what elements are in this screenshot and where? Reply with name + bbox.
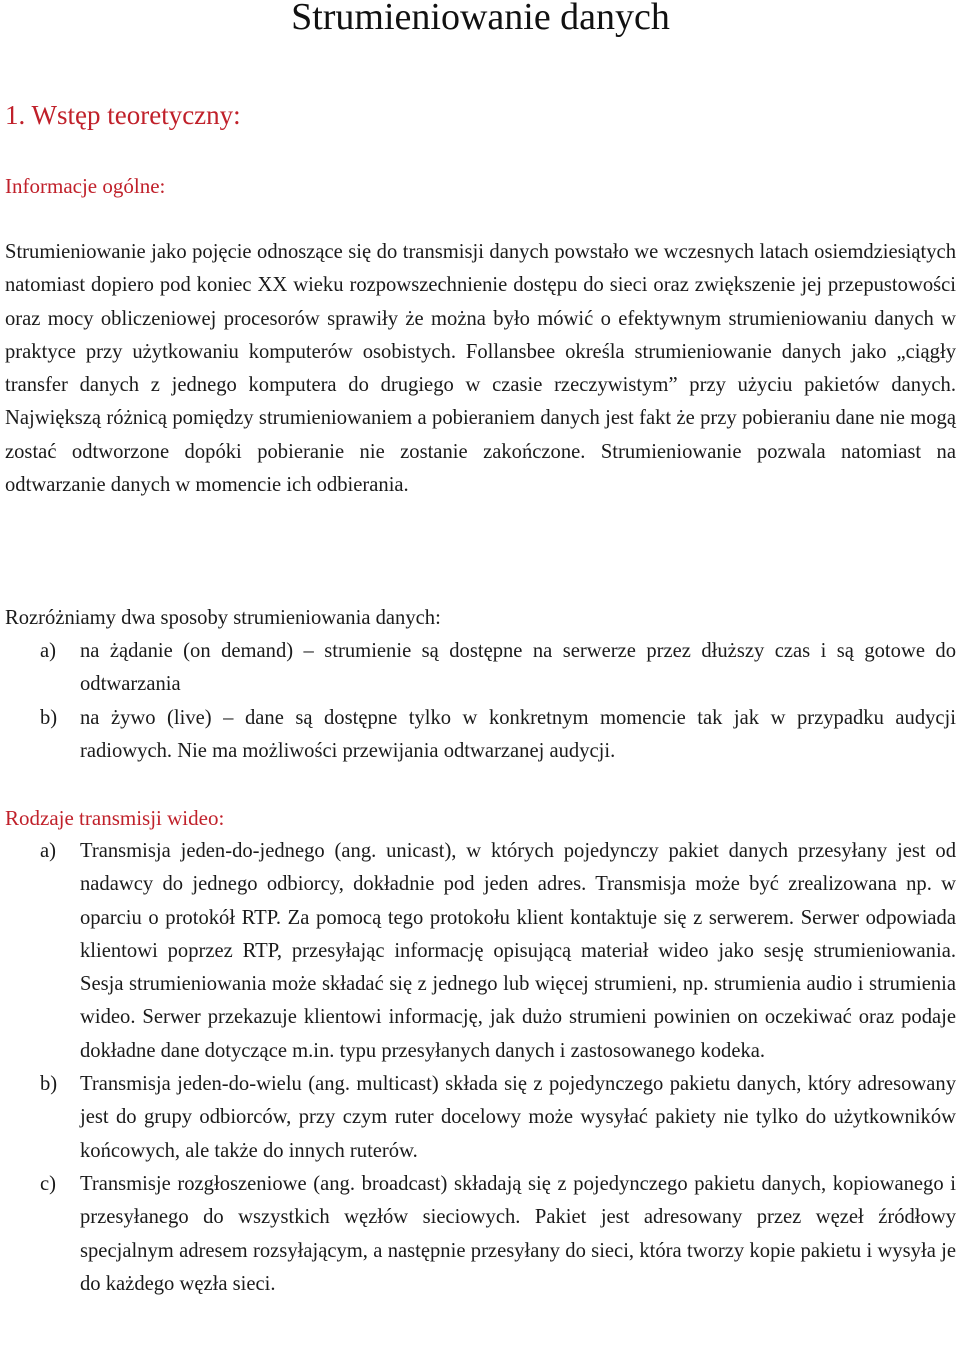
list-item-text: na żywo (live) – dane są dostępne tylko w konkretnym momencie tak jak w przypadku audycji radiowych. Nie ma możliwości przewijania odtwarzanej audycji. [80,706,956,762]
list-item-text: Transmisja jeden-do-wielu (ang. multicast) składa się z pojedynczego pakietu danych, który adresowany jest do grupy odbiorców, przy czym ruter docelowy może wysyłać pakiety nie tylko do użytkowników końcowych, ale także do innych ruterów. [80,1073,956,1162]
list-item-text: Transmisje rozgłoszeniowe (ang. broadcast) składają się z pojedynczego pakietu danych, kopiowanego i przesyłanego do wszystkich węzłów sieciowych. Pakiet jest adresowany przez węzeł źródłowy specjalnym adresem rozsyłającym, a następnie przesyłany do sieci, która tworzy kopie pakietu i wysyła je do każdego węzła sieci. [80,1172,956,1295]
list-item [5,635,956,702]
methods-list [5,635,956,768]
list-marker: b) [40,706,58,729]
list-item [5,702,956,769]
list-item-text: na żądanie (on demand) – strumienie są dostępne na serwerze przez dłuższy czas i są gotowe do odtwarzania [80,640,956,696]
list-marker: c) [40,1172,56,1195]
page-title: Strumieniowanie danych [291,0,670,38]
video-types-list [5,835,956,1301]
subheading-general-info: Informacje ogólne: [5,174,166,198]
list-item-text: Transmisja jeden-do-jednego (ang. unicast), w których pojedynczy pakiet danych przesyłany jest od nadawcy do jednego odbiorcy, dokładnie pod jeden adres. Transmisja może być zrealizowana np. w oparciu o protokół RTP. Za pomocą tego protokołu klient kontaktuje się z serwerem. Serwer odpowiada klientowi poprzez RTP, przesyłając informację opisującą materiał wideo jako sesję strumieniowania. Sesja strumieniowania może składać się z jednego lub więcej strumieni, np. strumienia audio i strumienia wideo. Serwer przekazuje klientowi informację, jak dużo strumieni powinien on oczekiwać oraz podaje dokładne dane dotyczące m.in. typu przesyłanych danych i zastosowanego kodeka. [80,840,956,1062]
subheading-video-types: Rodzaje transmisji wideo: [5,806,225,830]
methods-intro: Rozróżniamy dwa sposoby strumieniowania danych: [5,607,441,629]
list-marker: b) [40,1073,58,1096]
intro-paragraph: Strumieniowanie jako pojęcie odnoszące się do transmisji danych powstało we wczesnych latach osiemdziesiątych natomiast dopiero pod koniec XX wieku rozpowszechnienie dostępu do sieci oraz zwiększenie jej przepustowości oraz mocy obliczeniowej procesorów sprawiły że można było mówić o efektywnym strumieniowaniu danych w praktyce przy użytkowaniu komputerów osobistych. Follansbee określa strumieniowanie danych jako „ciągły transfer danych z jednego komputera do drugiego w czasie rzeczywistym” przy użyciu pakietów danych. Największą różnicą pomiędzy strumieniowaniem a pobieraniem danych jest fakt że przy pobieraniu dane nie mogą zostać odtworzone dopóki pobieranie nie zostanie zakończone. Strumieniowanie pozwala natomiast na odtwarzanie danych w momencie ich odbierania. [5,241,956,497]
section-heading-intro: 1. Wstęp teoretyczny: [5,100,241,130]
list-marker: a) [40,640,56,662]
list-item [5,1068,956,1168]
list-item [5,835,956,1068]
list-marker: a) [40,840,56,862]
list-item [5,1168,956,1301]
